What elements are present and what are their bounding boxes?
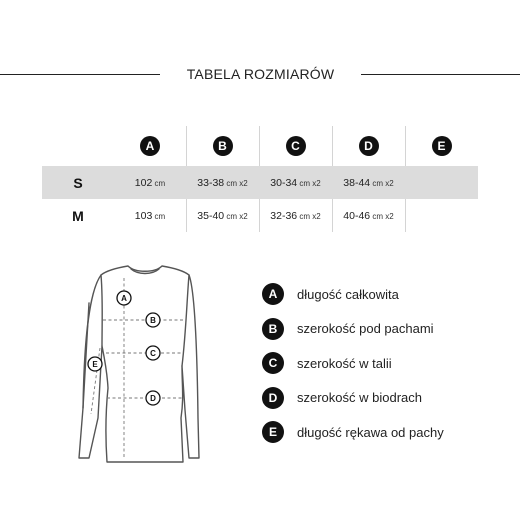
- legend-label-e: długość rękawa od pachy: [297, 424, 444, 440]
- title-row: [0, 64, 520, 86]
- header-cell-e: [405, 126, 478, 166]
- size-cell: [42, 166, 114, 199]
- svg-text:D: D: [150, 394, 156, 403]
- sleeve-inner-left: [83, 303, 89, 408]
- table-cell: [405, 199, 478, 232]
- column-badge-e: E: [432, 136, 452, 156]
- column-badge-d: D: [359, 136, 379, 156]
- size-table: [42, 126, 478, 232]
- legend-badge-d: D: [262, 387, 284, 409]
- legend-label-c: szerokość w talii: [297, 355, 392, 371]
- value-a: 102 cm: [134, 176, 166, 189]
- value-c: 32-36 cm x2: [270, 209, 321, 222]
- table-row-s: [42, 166, 478, 199]
- legend-item-e: [262, 421, 502, 443]
- header-cell-b: [186, 126, 259, 166]
- table-cell: [114, 166, 186, 199]
- svg-text:B: B: [150, 316, 156, 325]
- table-header-row: [42, 126, 478, 166]
- value-a: 103 cm: [134, 209, 166, 222]
- table-cell: [186, 166, 259, 199]
- sleeve-seam-left: [101, 275, 102, 346]
- marker-b: [146, 313, 160, 327]
- sleeve-seam-right: [182, 275, 189, 366]
- legend-badge-b: B: [262, 318, 284, 340]
- table-cell: [259, 166, 332, 199]
- marker-d: [146, 391, 160, 405]
- column-badge-c: C: [286, 136, 306, 156]
- legend-item-b: [262, 318, 502, 340]
- legend-badge-e: E: [262, 421, 284, 443]
- header-cell-d: [332, 126, 405, 166]
- size-label: S: [73, 174, 83, 191]
- legend-label-b: szerokość pod pachami: [297, 321, 434, 336]
- marker-e: [88, 357, 102, 371]
- svg-text:E: E: [92, 360, 98, 369]
- table-cell: [259, 199, 332, 232]
- size-cell: [42, 199, 114, 232]
- table-row-m: [42, 199, 478, 232]
- table-cell: [405, 166, 478, 199]
- value-c: 30-34 cm x2: [270, 176, 321, 189]
- header-cell-c: [259, 126, 332, 166]
- legend-badge-a: A: [262, 283, 284, 305]
- header-cell-a: [114, 126, 186, 166]
- marker-a: [117, 291, 131, 305]
- legend-label-a: długość całkowita: [297, 286, 399, 302]
- column-badge-a: A: [140, 136, 160, 156]
- legend-badge-c: C: [262, 352, 284, 374]
- value-d: 38-44 cm x2: [343, 176, 394, 189]
- header-cell-empty: [42, 126, 114, 166]
- legend-item-d: [262, 387, 502, 409]
- table-cell: [186, 199, 259, 232]
- measurement-legend: [262, 283, 502, 456]
- value-b: 35-40 cm x2: [197, 209, 248, 222]
- title-divider-left: [0, 74, 160, 75]
- legend-label-d: szerokość w biodrach: [297, 390, 422, 405]
- size-label: M: [72, 207, 84, 224]
- page-title: TABELA ROZMIARÓW: [186, 66, 335, 82]
- dress-diagram: [70, 258, 220, 470]
- title-divider-right: [361, 74, 520, 75]
- table-cell: [332, 166, 405, 199]
- legend-item-a: [262, 283, 502, 305]
- value-d: 40-46 cm x2: [343, 209, 394, 222]
- svg-text:C: C: [150, 349, 156, 358]
- column-badge-b: B: [213, 136, 233, 156]
- marker-c: [146, 346, 160, 360]
- legend-item-c: [262, 352, 502, 374]
- table-cell: [114, 199, 186, 232]
- svg-text:A: A: [121, 294, 127, 303]
- value-b: 33-38 cm x2: [197, 176, 248, 189]
- table-cell: [332, 199, 405, 232]
